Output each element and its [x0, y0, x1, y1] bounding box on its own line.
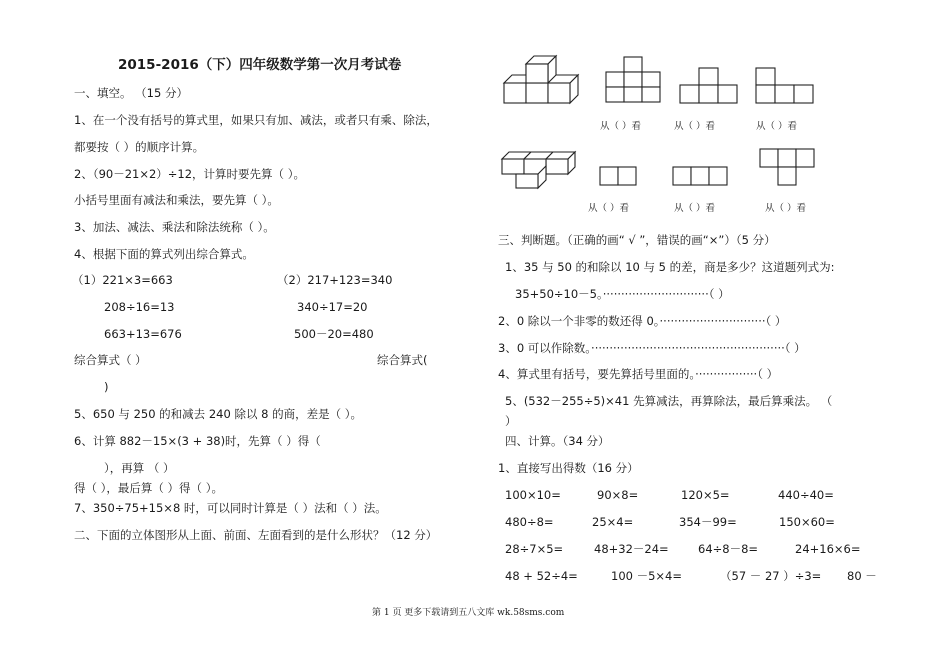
q1-line1: 1、在一个没有括号的算式里，如果只有加、减法，或者只有乘、除法， — [74, 113, 438, 127]
calc-r2c1: 480÷8= — [505, 515, 554, 529]
view-shape-3 — [754, 66, 816, 106]
judge-5-line2: ） — [505, 414, 517, 428]
calc-r4c1: 48 + 52÷4= — [505, 569, 578, 583]
q2-line1: 2、（90－21×2）÷12，计算时要先算（ ）。 — [74, 167, 305, 181]
q4-combined-1: 综合算式（ ） — [74, 353, 147, 367]
page-footer: 第 1 页 更多下载请到五八文库 wk.58sms.com — [372, 608, 565, 618]
q6-line2: ），再算 （ ） — [104, 461, 175, 475]
calc-r4c3: （57 － 27 ）÷3= — [720, 569, 822, 583]
calc-r3c1: 28÷7×5= — [505, 542, 564, 556]
view-label-6: 从（ ）看 — [765, 203, 807, 214]
q3: 3、加法、减法、乘法和除法统称（ ）。 — [74, 220, 275, 234]
calc-r1c1: 100×10= — [505, 488, 561, 502]
view-shape-2 — [679, 66, 741, 106]
calc-r1c2: 90×8= — [597, 488, 639, 502]
view-label-4: 从（ ）看 — [588, 203, 630, 214]
q6-line1: 6、计算 882－15×(3 + 38)时，先算（ ）得（ — [74, 434, 321, 448]
page-title: 2015-2016（下）四年级数学第一次月考试卷 — [118, 57, 402, 73]
view-shape-6 — [759, 148, 819, 190]
q7: 7、350÷75+15×8 时，可以同时计算是（ ）法和（ ）法。 — [74, 501, 387, 515]
q5: 5、650 与 250 的和减去 240 除以 8 的商，差是（ ）。 — [74, 407, 362, 421]
judge-3: 3、0 可以作除数。·····················································（ ） — [498, 341, 806, 355]
judge-1-line2: 35+50÷10－5。·····························（ ） — [515, 287, 730, 301]
q4-combined-2: 综合算式( — [377, 353, 428, 367]
calc-r2c3: 354－99= — [679, 515, 737, 529]
solid-figure-2 — [500, 150, 580, 190]
q4-combined-close: ) — [104, 380, 109, 394]
q2-line2: 小括号里面有减法和乘法，要先算（ ）。 — [74, 193, 279, 207]
calc-r4c4: 80 － — [847, 569, 877, 583]
q4-group1-eq2: 208÷16=13 — [104, 300, 175, 314]
calc-r3c4: 24+16×6= — [795, 542, 861, 556]
q1-line2: 都要按（ ）的顺序计算。 — [74, 140, 205, 154]
calc-r1c4: 440÷40= — [778, 488, 834, 502]
q4-group1-eq1: （1）221×3=663 — [72, 273, 173, 287]
judge-4: 4、算式里有括号，要先算括号里面的。·················（ ） — [498, 367, 779, 381]
solid-figure-1 — [500, 56, 590, 108]
calc-r2c2: 25×4= — [592, 515, 634, 529]
view-label-1: 从（ ）看 — [600, 121, 642, 132]
q6-line3: 得（ ），最后算（ ）得（ ）。 — [74, 481, 223, 495]
calc-r2c4: 150×60= — [779, 515, 835, 529]
section1-heading: 一、填空。 （15 分） — [74, 86, 188, 100]
calc-r4c2: 100 －5×4= — [611, 569, 683, 583]
judge-1-line1: 1、35 与 50 的和除以 10 与 5 的差，商是多少？这道题列式为: — [505, 260, 835, 274]
judge-2: 2、0 除以一个非零的数还得 0。·····························（ ） — [498, 314, 787, 328]
view-shape-4 — [599, 166, 639, 188]
q4-group2-eq1: （2）217+123=340 — [277, 273, 393, 287]
view-label-2: 从（ ）看 — [674, 121, 716, 132]
section4-sub1: 1、直接写出得数（16 分） — [498, 461, 639, 475]
view-label-3: 从（ ）看 — [756, 121, 798, 132]
calc-r3c2: 48+32－24= — [594, 542, 669, 556]
judge-5-line1: 5、(532－255÷5)×41 先算减法，再算除法，最后算乘法。 （ — [505, 394, 833, 408]
q4-group2-eq3: 500－20=480 — [294, 327, 374, 341]
calc-r1c3: 120×5= — [681, 488, 730, 502]
section4-heading: 四、计算。（34 分） — [505, 434, 610, 448]
calc-r3c3: 64÷8－8= — [698, 542, 759, 556]
q4: 4、根据下面的算式列出综合算式。 — [74, 247, 254, 261]
q4-group1-eq3: 663+13=676 — [104, 327, 182, 341]
view-shape-1 — [604, 55, 664, 105]
view-label-5: 从（ ）看 — [674, 203, 716, 214]
view-shape-5 — [672, 166, 730, 188]
q4-group2-eq2: 340÷17=20 — [297, 300, 368, 314]
section2-heading: 二、下面的立体图形从上面、前面、左面看到的是什么形状？（12 分） — [74, 528, 438, 542]
section3-heading: 三、判断题。（正确的画“ √ ”，错误的画“×”）（5 分） — [498, 233, 776, 247]
